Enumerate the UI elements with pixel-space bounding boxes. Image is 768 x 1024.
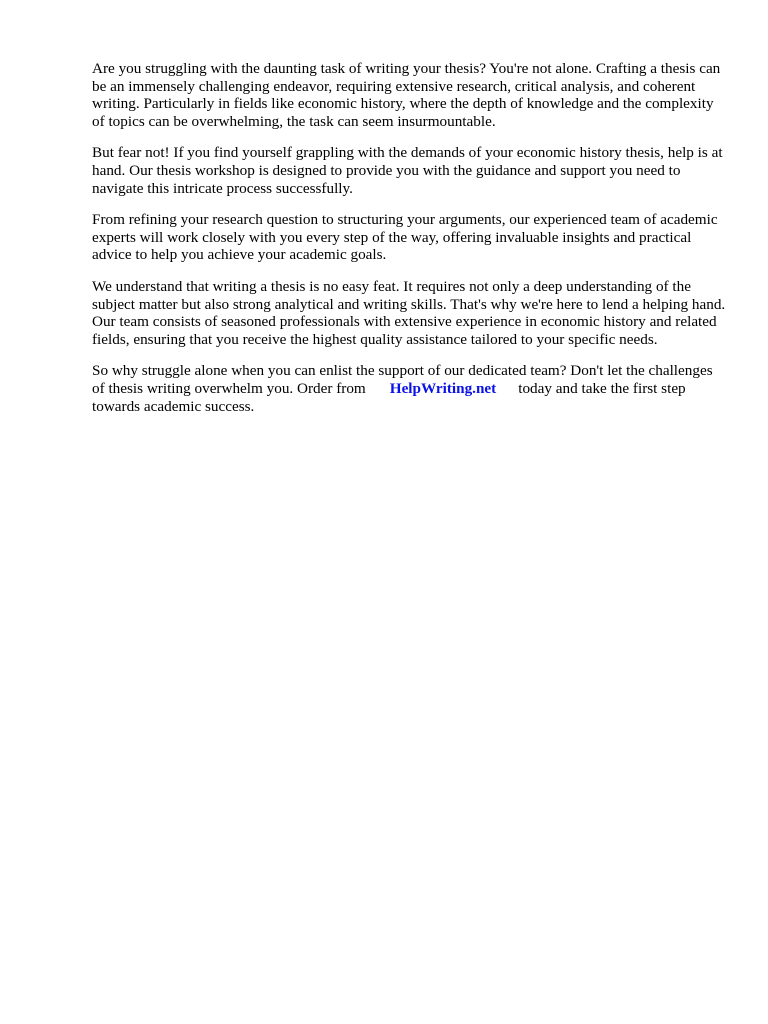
paragraph-services: From refining your research question to structuring your arguments, our experienced team of academic experts will work closely with you every step of the way, offering invaluable insights and practical advice to help you achieve your academic goals.	[92, 211, 718, 264]
closing-text-before-link: So why struggle alone when you can enlist the support of our dedicated team? Don't let the challenges of thesis writing overwhelm you. Order from	[92, 362, 713, 397]
document-page	[92, 60, 726, 429]
paragraph-team: We understand that writing a thesis is no easy feat. It requires not only a deep understanding of the subject matter but also strong analytical and writing skills. That's why we're here to lend a helping hand. Our team consists of seasoned professionals with extensive experience in economic history and related fields, ensuring that you receive the highest quality assistance tailored to your specific needs.	[92, 277, 726, 348]
paragraph-closing	[92, 362, 726, 415]
closing-text-after-link: today and take the first step towards academic success.	[92, 379, 686, 415]
paragraph-reassurance: But fear not! If you find yourself grappling with the demands of your economic history thesis, help is at hand. Our thesis workshop is designed to provide you with the guidance and support you need to navigate this intricate process successfully.	[92, 144, 723, 197]
paragraph-intro: Are you struggling with the daunting task of writing your thesis? You're not alone. Crafting a thesis can be an immensely challenging endeavor, requiring extensive research, critical analysis, and coherent writing. Particularly in fields like economic history, where the depth of knowledge and the complexity of topics can be overwhelming, the task can seem insurmountable.	[92, 60, 721, 130]
helpwriting-link[interactable]: HelpWriting.net	[389, 379, 497, 397]
